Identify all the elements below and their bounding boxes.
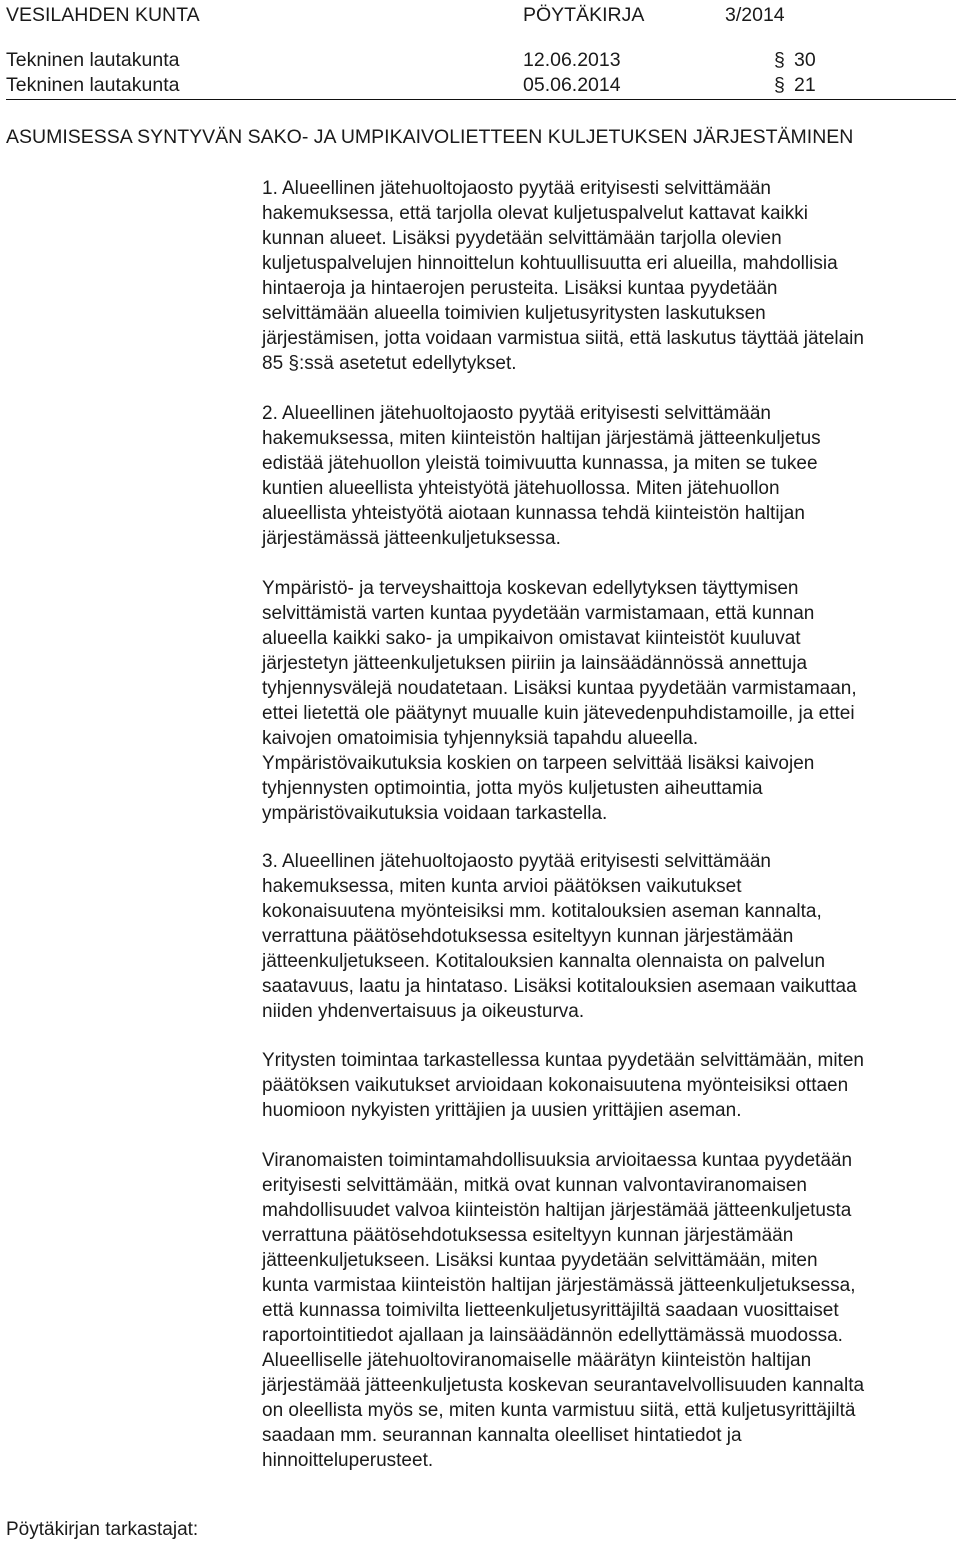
paragraph-line: selvittämään alueella toimivien kuljetusyritysten laskutuksen <box>262 303 766 324</box>
paragraph-line: jätteenkuljetukseen. Lisäksi kuntaa pyydetään selvittämään, miten <box>262 1250 818 1271</box>
document-type: PÖYTÄKIRJA <box>523 4 645 26</box>
paragraph-line: verrattuna päätösehdotuksessa esiteltyyn kunnan järjestämään <box>262 926 794 947</box>
paragraph-line: ympäristövaikutuksia voidaan tarkastella. <box>262 803 608 824</box>
paragraph-line: hakemuksessa, että tarjolla olevat kuljetuspalvelut kattavat kaikki <box>262 203 808 224</box>
paragraph-4 <box>262 849 956 1024</box>
section-title: ASUMISESSA SYNTYVÄN SAKO- JA UMPIKAIVOLIETTEEN KULJETUKSEN JÄRJESTÄMINEN <box>6 126 854 148</box>
paragraph-line: Ympäristövaikutuksia koskien on tarpeen selvittää lisäksi kaivojen <box>262 753 815 774</box>
header-divider <box>6 99 956 100</box>
paragraph-line: mahdollisuudet valvoa kiinteistön haltijan järjestämää jätteenkuljetusta <box>262 1200 852 1221</box>
section-symbol-2: § <box>774 74 785 96</box>
list-number: 2. <box>262 403 278 424</box>
paragraph-line: kuntien alueellista yhteistyötä jätehuollossa. Miten jätehuollon <box>262 478 780 499</box>
section-number-2: 21 <box>794 74 816 96</box>
section-number-1: 30 <box>794 49 816 71</box>
paragraph-line: alueellista yhteistyötä aiotaan kunnassa tehdä kiinteistön haltijan <box>262 503 805 524</box>
paragraph-line: järjestämisen, jotta voidaan varmistua siitä, että laskutus täyttää jätelain <box>262 328 864 349</box>
list-number: 3. <box>262 851 278 872</box>
paragraph-line: ettei lietettä ole päätynyt muualle kuin jätevedenpuhdistamoille, ja ettei <box>262 703 855 724</box>
paragraph-line: kuljetuspalvelujen hinnoittelun kohtuullisuutta eri alueilla, mahdollisia <box>262 253 838 274</box>
paragraph-line <box>262 401 956 426</box>
paragraph-line: kokonaisuutena myönteisiksi mm. kotitalouksien aseman kannalta, <box>262 901 822 922</box>
paragraph-line: on oleellista myös se, miten kunta varmistuu siitä, että kuljetusyrittäjiltä <box>262 1400 856 1421</box>
section-symbol-1: § <box>774 49 785 71</box>
paragraph-line: alueella kaikki sako- ja umpikaivon omistavat kiinteistöt kuuluvat <box>262 628 801 649</box>
paragraph-line: huomioon nykyisten yrittäjien ja uusien yrittäjien aseman. <box>262 1100 742 1121</box>
paragraph-line: päätöksen vaikutukset arvioidaan kokonaisuutena myönteisiksi ottaen <box>262 1075 849 1096</box>
paragraph-line: jätteenkuljetukseen. Kotitalouksien kannalta olennaista on palvelun <box>262 951 826 972</box>
paragraph-text: Alueellinen jätehuoltojaosto pyytää erityisesti selvittämään <box>282 851 771 872</box>
paragraph-line: kunnan alueet. Lisäksi pyydetään selvittämään tarjolla olevien <box>262 228 782 249</box>
paragraph-text: Alueellinen jätehuoltojaosto pyytää erityisesti selvittämään <box>282 403 771 424</box>
meeting-date-1: 12.06.2013 <box>523 49 621 71</box>
paragraph-1 <box>262 176 956 376</box>
paragraph-text: Alueellinen jätehuoltojaosto pyytää erityisesti selvittämään <box>282 178 771 199</box>
paragraph-line: raportointitiedot ajallaan ja lainsäädännön edellyttämässä muodossa. <box>262 1325 843 1346</box>
paragraph-line: että kunnassa toimivilta lietteenkuljetusyrittäjiltä saadaan vuosittaiset <box>262 1300 839 1321</box>
paragraph-6 <box>262 1148 956 1473</box>
paragraph-line <box>262 176 956 201</box>
paragraph-line: verrattuna päätösehdotuksessa esiteltyyn kunnan järjestämään <box>262 1225 794 1246</box>
meeting-body-1: Tekninen lautakunta <box>6 49 180 71</box>
paragraph-line: hinnoitteluperusteet. <box>262 1450 434 1471</box>
minutes-reviewers-label: Pöytäkirjan tarkastajat: <box>6 1519 199 1540</box>
meeting-body-2: Tekninen lautakunta <box>6 74 180 96</box>
paragraph-line: tyhjennysten optimointia, jotta myös kuljetusten aiheuttamia <box>262 778 763 799</box>
paragraph-line: saadaan mm. seurannan kannalta oleelliset hintatiedot ja <box>262 1425 742 1446</box>
paragraph-line: järjestämässä jätteenkuljetuksessa. <box>262 528 561 549</box>
paragraph-line: Alueelliselle jätehuoltoviranomaiselle määrätyn kiinteistön haltijan <box>262 1350 812 1371</box>
paragraph-line: saatavuus, laatu ja hintataso. Lisäksi kotitalouksien asemaan vaikuttaa <box>262 976 857 997</box>
paragraph-3 <box>262 576 956 826</box>
paragraph-line: edistää jätehuollon yleistä toimivuutta kunnassa, ja miten se tukee <box>262 453 818 474</box>
paragraph-line: hintaeroja ja hintaerojen perusteita. Lisäksi kuntaa pyydetään <box>262 278 778 299</box>
organization-name: VESILAHDEN KUNTA <box>6 4 200 26</box>
paragraph-5 <box>262 1048 956 1123</box>
list-number: 1. <box>262 178 278 199</box>
paragraph-line: Yritysten toimintaa tarkastellessa kuntaa pyydetään selvittämään, miten <box>262 1050 864 1071</box>
paragraph-line <box>262 849 956 874</box>
paragraph-line: Ympäristö- ja terveyshaittoja koskevan edellytyksen täyttymisen <box>262 578 799 599</box>
paragraph-line: niiden yhdenvertaisuus ja oikeusturva. <box>262 1001 585 1022</box>
paragraph-line: selvittämistä varten kuntaa pyydetään varmistamaan, että kunnan <box>262 603 815 624</box>
paragraph-line: hakemuksessa, miten kunta arvioi päätöksen vaikutukset <box>262 876 742 897</box>
paragraph-line: 85 §:ssä asetetut edellytykset. <box>262 353 517 374</box>
paragraph-line: kaivojen omatoimisia tyhjennyksiä tapahdu alueella. <box>262 728 699 749</box>
paragraph-line: tyhjennysvälejä noudatetaan. Lisäksi kuntaa pyydetään varmistamaan, <box>262 678 857 699</box>
paragraph-line: järjestämää jätteenkuljetusta koskevan seurantavelvollisuuden kannalta <box>262 1375 865 1396</box>
document-number: 3/2014 <box>725 4 785 26</box>
paragraph-2 <box>262 401 956 551</box>
paragraph-line: kunta varmistaa kiinteistön haltijan järjestämässä jätteenkuljetuksessa, <box>262 1275 856 1296</box>
paragraph-line: hakemuksessa, miten kiinteistön haltijan järjestämä jätteenkuljetus <box>262 428 821 449</box>
paragraph-line: Viranomaisten toimintamahdollisuuksia arvioitaessa kuntaa pyydetään <box>262 1150 853 1171</box>
paragraph-line: erityisesti selvittämään, mitkä ovat kunnan valvontaviranomaisen <box>262 1175 807 1196</box>
meeting-date-2: 05.06.2014 <box>523 74 621 96</box>
paragraph-line: järjestetyn jätteenkuljetuksen piiriin ja lainsäädännössä annettuja <box>262 653 808 674</box>
